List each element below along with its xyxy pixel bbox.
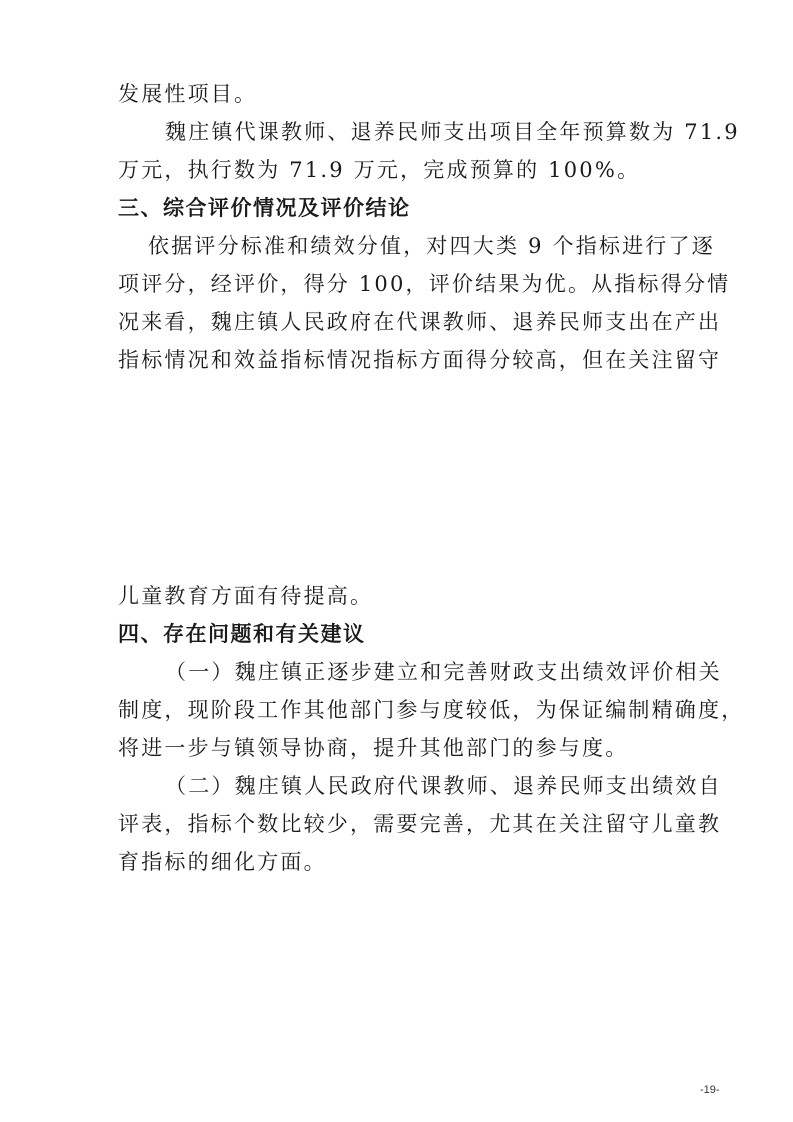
paragraph-line: 育指标的细化方面。 <box>118 850 327 874</box>
paragraph-line: 项评分，经评价，得分 100，评价结果为优。从指标得分情 <box>118 272 731 296</box>
section-heading: 三、综合评价情况及评价结论 <box>118 196 411 220</box>
section-heading: 四、存在问题和有关建议 <box>118 622 366 646</box>
paragraph-line: 将进一步与镇领导协商，提升其他部门的参与度。 <box>118 736 629 760</box>
paragraph-line: 儿童教育方面有待提高。 <box>118 584 374 608</box>
paragraph-line: 魏庄镇代课教师、退养民师支出项目全年预算数为 71.9 <box>165 120 740 144</box>
paragraph-line: （二）魏庄镇人民政府代课教师、退养民师支出绩效自 <box>165 774 722 798</box>
paragraph-line: 评表，指标个数比较少，需要完善，尤其在关注留守儿童教 <box>118 812 722 836</box>
paragraph-line: 指标情况和效益指标情况指标方面得分较高，但在关注留守 <box>118 348 722 372</box>
paragraph-line: 发展性项目。 <box>118 82 258 106</box>
paragraph-line: 制度，现阶段工作其他部门参与度较低，为保证编制精确度， <box>118 698 745 722</box>
paragraph-line: 依据评分标准和绩效分值，对四大类 9 个指标进行了逐 <box>148 234 715 258</box>
paragraph-line: 万元，执行数为 71.9 万元，完成预算的 100%。 <box>118 158 641 182</box>
page-number: -19- <box>700 1084 720 1096</box>
paragraph-line: （一）魏庄镇正逐步建立和完善财政支出绩效评价相关 <box>165 660 722 684</box>
paragraph-line: 况来看，魏庄镇人民政府在代课教师、退养民师支出在产出 <box>118 310 722 334</box>
